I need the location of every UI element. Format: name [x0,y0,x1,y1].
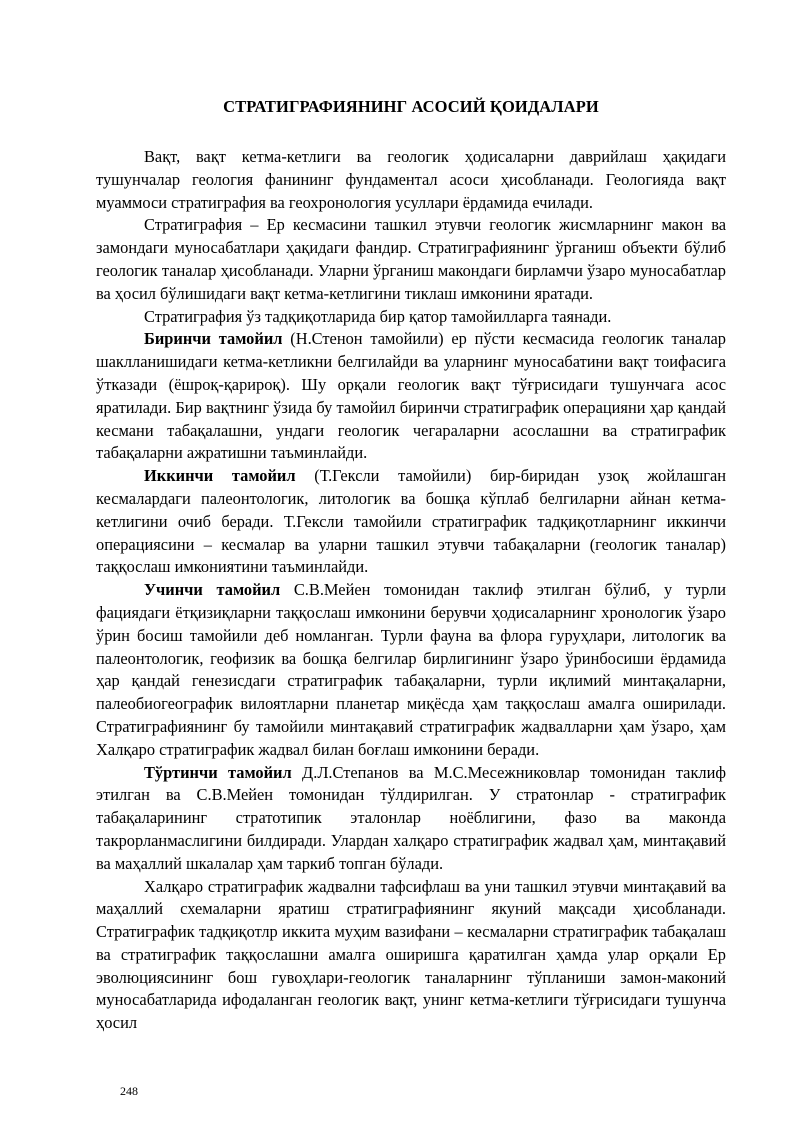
principle-4-heading: Тўртинчи тамойил [144,762,292,782]
paragraph-principle-2: Иккинчи тамойил (Т.Гексли тамойили) бир-биридан узоқ жойлашган кесмалардаги палеонтологик, литологик ва бошқа кўплаб белгиларни айнан кетма-кетлигини очиб беради. Т.Гексли тамойили стратиграфик тадқиқотларнинг иккинчи операциясини – кесмалар ва уларни ташкил этувчи табақаларни (геологик таналар) таққослаш имкониятини таъминлайди. [96,466,726,577]
paragraph-principle-1: Биринчи тамойил (Н.Стенон тамойили) ер пўсти кесмасида геологик таналар шаклланишидаги кетма-кетликни белгилайди ва уларнинг муносабатини вақт тоифасига ўтказади (ёшроқ-қарироқ). Шу орқали геологик вақт тўғрисидаги тушунчага асос яратилади. Бир вақтнинг ўзида бу тамойил биринчи стратиграфик операцияни ҳар қандай кесмани табақалашни, ундаги геологик чегараларни асослашни ва стратиграфик табақаларни ажратишни таъминлайди. [96,329,726,463]
paragraph-3: Стратиграфия ўз тадқиқотларида бир қатор тамойилларга таянади. [144,306,612,326]
principle-1-heading: Биринчи тамойил [144,329,283,349]
paragraph-principle-3: Учинчи тамойил С.В.Мейен томонидан таклиф этилган бўлиб, у турли фациядаги ётқизиқларни таққослаш имконини берувчи ҳодисаларнинг хронологик ўзаро ўрин босиш тамойили деб номланган. Турли фауна ва флора гуруҳлари, литологик ва палеонтологик, геофизик ва бошқа белгилар бирлигининг ўзаро ўринбосиши ёрдамида ҳар қандай генезисдаги стратиграфик табақаларни, турли иқлимий минтақаларни, палеобиогеографик вилоятларни планетар миқёсда ҳам таққослаш амалга оширилади. Стратиграфиянинг бу тамойили минтақавий стратиграфик жадвалларни ҳам ўзаро, ҳам Халқаро стратиграфик жадвал билан боғлаш имконини беради. [96,580,726,759]
paragraph-principle-4: Тўртинчи тамойил Д.Л.Степанов ва М.С.Месежниковлар томонидан таклиф этилган ва С.В.Мейен томонидан тўлдирилган. У стратонлар - стратиграфик табақаларининг стратотипик эталонлар ноёблигини, фазо ва маконда такрорланмаслигини билдиради. Улардан халқаро стратиграфик жадвал ҳам, минтақавий ва маҳаллий шкалалар ҳам таркиб топган бўлади. [96,762,726,873]
document-title: СТРАТИГРАФИЯНИНГ АСОСИЙ ҚОИДАЛАРИ [223,97,599,116]
paragraph-2: Стратиграфия – Ер кесмасини ташкил этувчи геологик жисмларнинг макон ва замондаги муносабатлари ҳақидаги фандир. Стратиграфиянинг ўрганиш объекти бўлиб геологик таналар ҳисобланади. Уларни ўрганиш макондаги бирламчи ўзаро муносабатлар ва ҳосил бўлишидаги вақт кетма-кетлигини тиклаш имконини яратади. [96,215,726,303]
paragraph-final: Халқаро стратиграфик жадвални тафсифлаш ва уни ташкил этувчи минтақавий ва маҳаллий схемаларни яратиш стратиграфиянинг якуний мақсади ҳисобланади. Стратиграфик тадқиқотлр иккита муҳим вазифани – кесмаларни стратиграфик табақалаш ва стратиграфик таққослашни амалга оширишга қаратилган ҳамда улар орқали Ер эволюциясининг бош гувоҳлари-геологик таналарнинг тўпланиши замон-маконий муносабатларида ифодаланган геологик вақт, унинг кетма-кетлиги тўғрисидаги тушунча ҳосил [96,876,726,1033]
principle-2-heading: Иккинчи тамойил [144,466,296,486]
document-body [96,146,726,1035]
principle-3-heading: Учинчи тамойил [144,580,281,600]
paragraph-1: Вақт, вақт кетма-кетлиги ва геологик ҳодисаларни даврийлаш ҳақидаги тушунчалар геология фанининг фундаментал асоси ҳисобланади. Геологияда вақт муаммоси стратиграфия ва геохронология усуллари ёрдамида ечилади. [96,147,726,212]
page-number: 248 [120,1084,138,1098]
